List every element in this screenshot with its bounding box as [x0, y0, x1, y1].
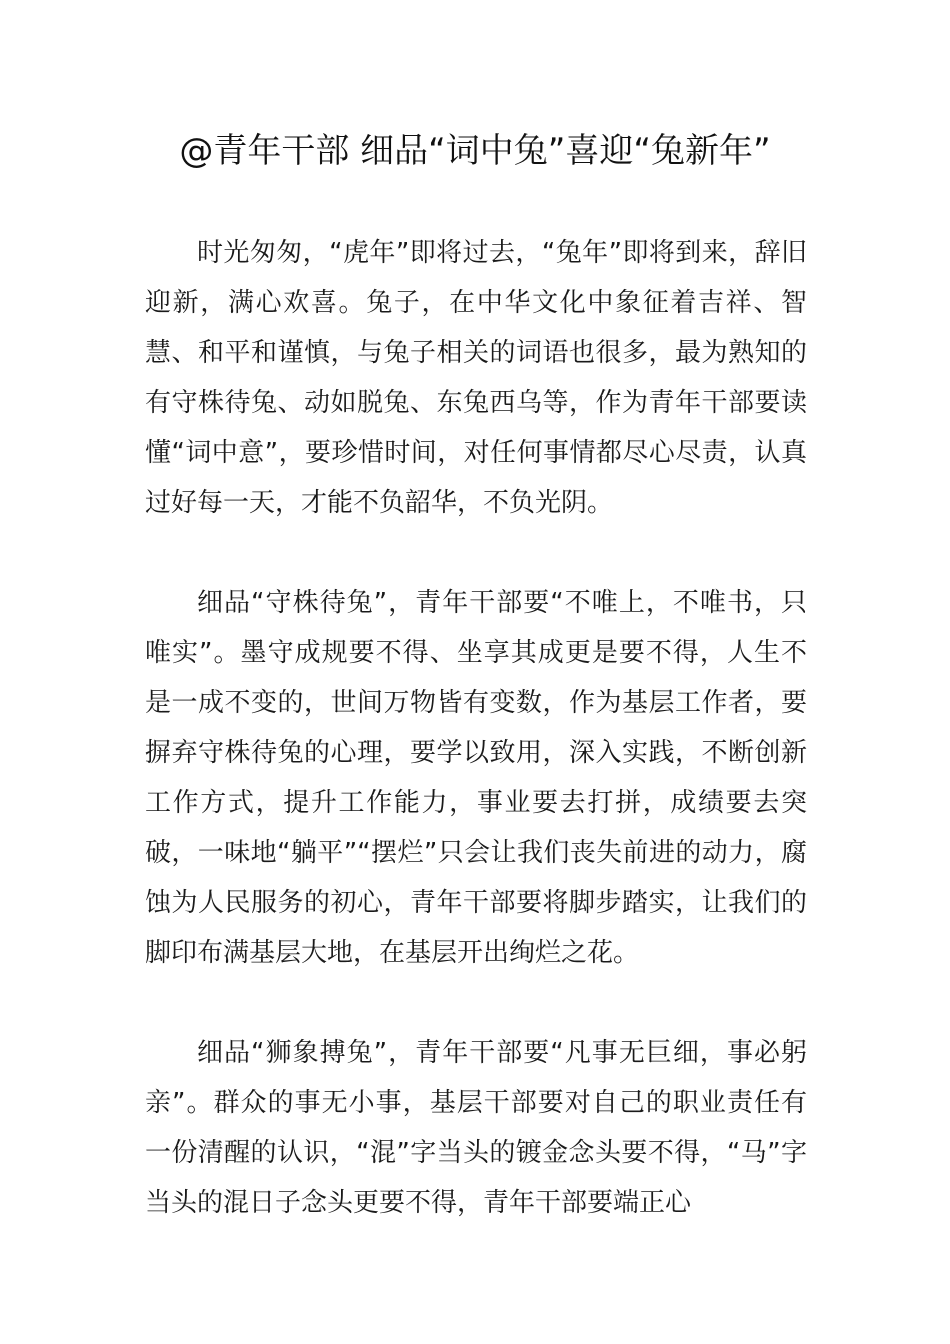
paragraph-intro: 时光匆匆，“虎年”即将过去，“兔年”即将到来，辞旧迎新，满心欢喜。兔子，在中华文化中象征着吉祥、智慧、和平和谨慎，与兔子相关的词语也很多，最为熟知的有守株待兔、动如脱兔、东兔西乌等，作为青年干部要读懂“词中意”，要珍惜时间，对任何事情都尽心尽责，认真过好每一天，才能不负韶华，不负光阴。	[145, 238, 807, 518]
document-body	[145, 228, 807, 1278]
document-title: @青年干部 细品“词中兔”喜迎“兔新年”	[179, 131, 771, 171]
paragraph-shouzhudaitu: 细品“守株待兔”，青年干部要“不唯上，不唯书，只唯实”。墨守成规要不得、坐享其成更是要不得，人生不是一成不变的，世间万物皆有变数，作为基层工作者，要摒弃守株待兔的心理，要学以致用，深入实践，不断创新工作方式，提升工作能力，事业要去打拼，成绩要去突破，一味地“躺平”“摆烂”只会让我们丧失前进的动力，腐蚀为人民服务的初心，青年干部要将脚步踏实，让我们的脚印布满基层大地，在基层开出绚烂之花。	[145, 588, 807, 968]
paragraph-shixiangbotu: 细品“狮象搏兔”，青年干部要“凡事无巨细，事必躬亲”。群众的事无小事，基层干部要对自己的职业责任有一份清醒的认识，“混”字当头的镀金念头要不得，“马”字当头的混日子念头更要不得，青年干部要端正心	[145, 1038, 807, 1218]
